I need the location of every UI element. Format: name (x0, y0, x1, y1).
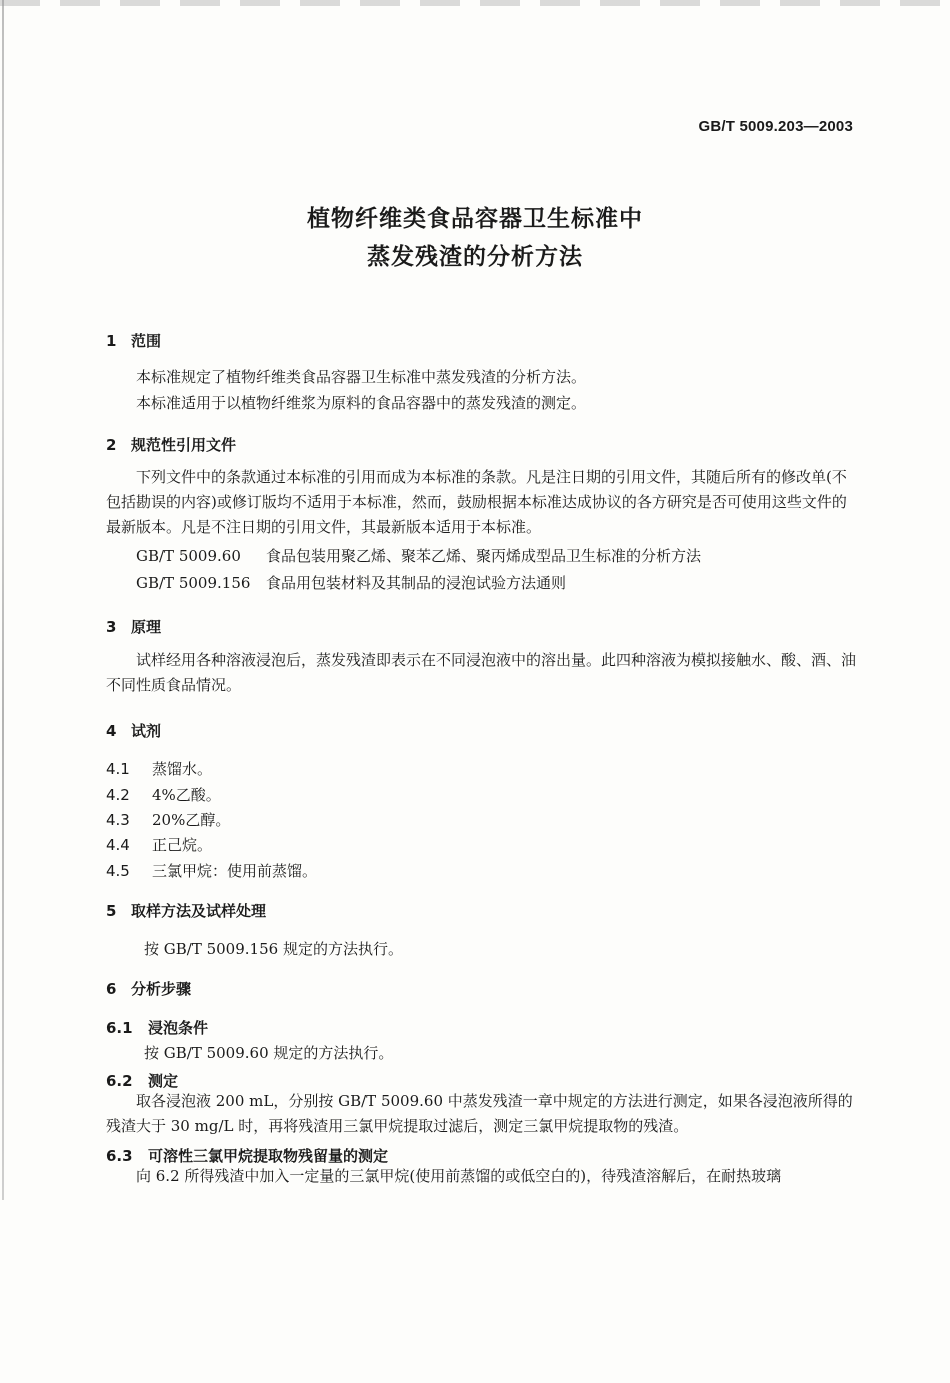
reference-1: GB/T 5009.60 食品包装用聚乙烯、聚苯乙烯、聚丙烯成型品卫生标准的分析方法 (136, 547, 702, 565)
section-3-paragraph-1: 试样经用各种溶液浸泡后，蒸发残渣即表示在不同浸泡液中的溶出量。此四种溶液为模拟接触水、酸、酒、油不同性质食品情况。 (106, 651, 857, 694)
section-1-paragraph-1: 本标准规定了植物纤维类食品容器卫生标准中蒸发残渣的分析方法。 (136, 368, 587, 386)
section-5-paragraph-1: 按 GB/T 5009.156 规定的方法执行。 (144, 940, 403, 958)
standard-number: GB/T 5009.203—2003 (698, 118, 853, 135)
subsection-6-2-paragraph: 取各浸泡液 200 mL，分别按 GB/T 5009.60 中蒸发残渣一章中规定的方法进行测定，如果各浸泡液所得的残渣大于 30 mg/L 时，再将残渣用三氯甲烷提取过滤后，测定三氯甲烷提取物的残渣。 (106, 1092, 853, 1135)
section-5-heading: 5 取样方法及试样处理 (106, 902, 267, 920)
subsection-6-3-heading: 6.3 可溶性三氯甲烷提取物残留量的测定 (106, 1147, 389, 1165)
title-line-1: 植物纤维类食品容器卫生标准中 (307, 206, 643, 232)
section-1-heading: 1 范围 (106, 332, 162, 350)
subsection-6-3-paragraph: 向 6.2 所得残渣中加入一定量的三氯甲烷(使用前蒸馏的或低空白的)，待残渣溶解后，在耐热玻璃 (136, 1167, 782, 1185)
subsection-6-2-heading: 6.2 测定 (106, 1072, 179, 1090)
reagent-item: 4.4 正己烷。 (106, 836, 213, 854)
document-title (0, 200, 950, 276)
reagent-item: 4.5 三氯甲烷：使用前蒸馏。 (106, 862, 318, 880)
subsection-6-1-paragraph: 按 GB/T 5009.60 规定的方法执行。 (144, 1044, 394, 1062)
scan-edge-left (2, 0, 4, 1200)
section-2-heading: 2 规范性引用文件 (106, 436, 237, 454)
section-1-paragraph-2: 本标准适用于以植物纤维浆为原料的食品容器中的蒸发残渣的测定。 (136, 394, 587, 412)
reagent-item: 4.3 20%乙醇。 (106, 811, 231, 829)
scan-edge-top (0, 0, 950, 6)
section-4-heading: 4 试剂 (106, 722, 162, 740)
reagent-item: 4.2 4%乙酸。 (106, 786, 221, 804)
section-6-heading: 6 分析步骤 (106, 980, 192, 998)
reagent-item: 4.1 蒸馏水。 (106, 760, 213, 778)
subsection-6-1-heading: 6.1 浸泡条件 (106, 1019, 209, 1037)
section-3-heading: 3 原理 (106, 618, 162, 636)
section-2-paragraph-1: 下列文件中的条款通过本标准的引用而成为本标准的条款。凡是注日期的引用文件，其随后所有的修改单(不包括勘误的内容)或修订版均不适用于本标准，然而，鼓励根据本标准达成协议的各方研究是否可使用这些文件的最新版本。凡是不注日期的引用文件，其最新版本适用于本标准。 (106, 468, 847, 536)
title-line-2: 蒸发残渣的分析方法 (367, 244, 583, 270)
reference-2: GB/T 5009.156 食品用包装材料及其制品的浸泡试验方法通则 (136, 574, 567, 592)
